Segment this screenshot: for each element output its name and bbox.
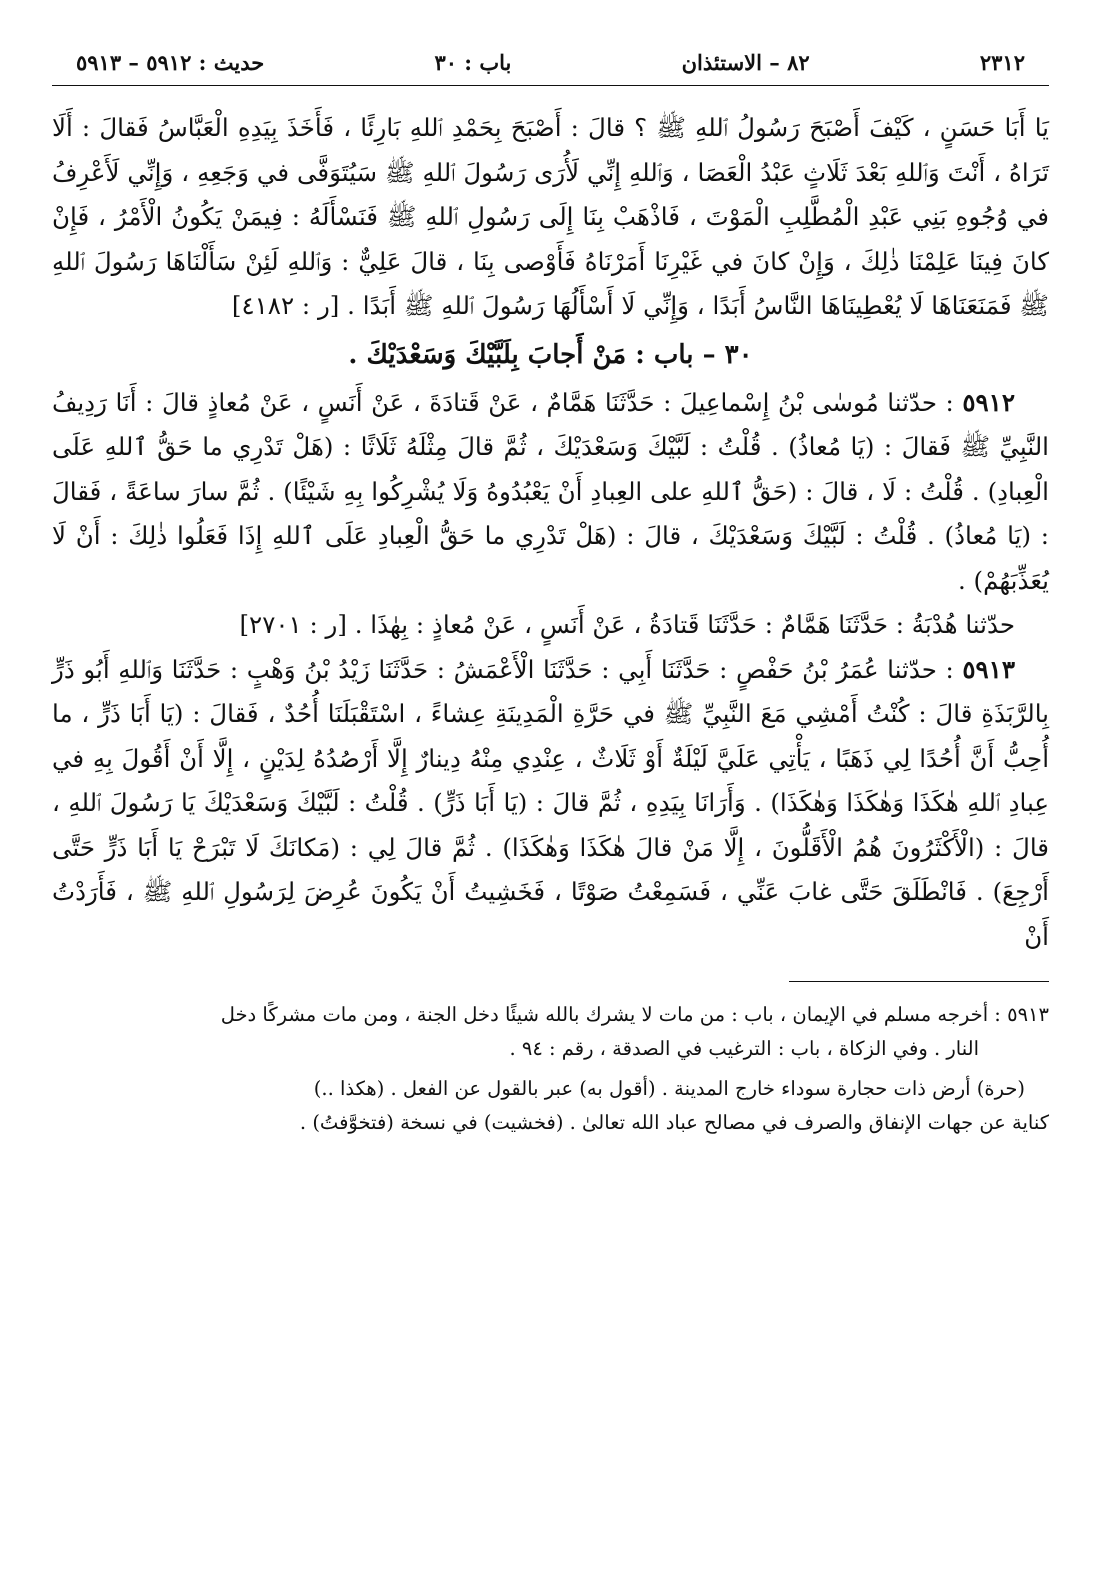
header-rule [52, 85, 1049, 86]
main-text [52, 106, 1049, 959]
page-number: ٢٣١٢ [979, 50, 1025, 75]
hadith-range: حديث : ٥٩١٢ – ٥٩١٣ [76, 50, 265, 75]
cross-reference: [ر : ٤١٨٢] [231, 291, 340, 320]
hadith-number: ٥٩١٢ [962, 387, 1015, 417]
hadith-text: : حدّثنا مُوسٰى بْنُ إِسْماعِيلَ : حَدَّثَنَا هَمَّامٌ ، عَنْ قَتادَةَ ، عَنْ أَنَسٍ ، عَنْ مُعاذٍ قالَ : أَنَا رَدِيفُ النَّبِيِّ ﷺ فَقالَ : (يَا مُعاذُ) . قُلْتُ : لَبَّيْكَ وَسَعْدَيْكَ ، ثُمَّ قالَ مِثْلَهُ ثَلَاثًا : (هَلْ تَدْرِي ما حَقُّ ٱللهِ عَلَى الْعِبادِ) . قُلْتُ : لَا ، قالَ : (حَقُّ ٱللهِ على العِبادِ أَنْ يَعْبُدُوهُ وَلَا يُشْرِكُوا بِهِ شَيْئًا) . ثُمَّ سارَ ساعَةً ، فَقالَ : (يَا مُعاذُ) . قُلْتُ : لَبَّيْكَ وَسَعْدَيْكَ ، قالَ : (هَلْ تَدْرِي ما حَقُّ الْعِبادِ عَلَى ٱللهِ إِذَا فَعَلُوا ذٰلِكَ : أَنْ لَا يُعَذِّبَهُمْ) . [52, 387, 1049, 595]
footnote-gloss-1: (حرة) أرض ذات حجارة سوداء خارج المدينة . (أقول به) عبر بالقول عن الفعل . (هكذا ..) [313, 1077, 1025, 1100]
footnote-takhrij-continued: النار . وفي الزكاة ، باب : الترغيب في الصدقة ، رقم : ٩٤ . [509, 1037, 979, 1060]
chain-text: حدّثنا هُدْبَةُ : حَدَّثَنَا هَمَّامٌ : حَدَّثَنَا قَتادَةُ ، عَنْ أَنَسٍ ، عَنْ مُعاذٍ : بِهٰذَا . [354, 610, 1015, 639]
hadith-text: : حدّثنا عُمَرُ بْنُ حَفْصٍ : حَدَّثَنَا أَبِي : حَدَّثَنَا الْأَعْمَشُ : حَدَّثَنَا زَيْدُ بْنُ وَهْبٍ : حَدَّثَنَا وَٱللهِ أَبُو ذَرٍّ بِالرَّبَذَةِ قالَ : كُنْتُ أَمْشِي مَعَ النَّبِيِّ ﷺ في حَرَّةِ الْمَدِينَةِ عِشاءً ، اسْتَقْبَلَنَا أُحُدٌ ، فَقالَ : (يَا أَبَا ذَرٍّ ، ما أُحِبُّ أَنَّ أُحُدًا لِي ذَهَبًا ، يَأْتِي عَلَيَّ لَيْلَةٌ أَوْ ثَلَاثٌ ، عِنْدِي مِنْهُ دِينارٌ إِلَّا أَرْصُدُهُ لِدَيْنٍ ، إِلَّا أَنْ أَقُولَ بِهِ في عِبادِ ٱللهِ هٰكَذَا وَهٰكَذَا وَهٰكَذَا) . وَأَرَانَا بِيَدِهِ ، ثُمَّ قالَ : (يَا أَبَا ذَرٍّ) . قُلْتُ : لَبَّيْكَ وَسَعْدَيْكَ يَا رَسُولَ ٱللهِ ، قالَ : (الْأَكْثَرُونَ هُمُ الْأَقَلُّونَ ، إِلَّا مَنْ قالَ هٰكَذَا وَهٰكَذَا) . ثُمَّ قالَ لِي : (مَكانَكَ لَا تَبْرَحْ يَا أَبَا ذَرٍّ حَتَّى أَرْجِعَ) . فَانْطَلَقَ حَتَّى غابَ عَنِّي ، فَسَمِعْتُ صَوْتًا ، فَخَشِيتُ أَنْ يَكُونَ عُرِضَ لِرَسُولِ ٱللهِ ﷺ ، فَأَرَدْتُ أَنْ [52, 654, 1049, 951]
hadith-5913 [52, 648, 1049, 960]
hadith-number: ٥٩١٣ [962, 654, 1015, 684]
footnote-rule [789, 981, 1049, 982]
cross-reference: [ر : ٢٧٠١] [239, 610, 347, 639]
footnotes [52, 998, 1049, 1140]
footnote-gloss-2: كناية عن جهات الإنفاق والصرف في مصالح عباد الله تعالىٰ . (فخشيت) في نسخة (فتخوَّفتُ) . [299, 1111, 1049, 1134]
footnote-takhrij: ٥٩١٣ : أخرجه مسلم في الإيمان ، باب : من مات لا يشرك بالله شيئًا دخل الجنة ، ومن مات مشركًا دخل [220, 1003, 1049, 1026]
running-header [52, 50, 1049, 85]
continuation-text: يَا أَبَا حَسَنٍ ، كَيْفَ أَصْبَحَ رَسُولُ ٱللهِ ﷺ ؟ قالَ : أَصْبَحَ بِحَمْدِ ٱللهِ بَارِئًا ، فَأَخَذَ بِيَدِهِ الْعَبَّاسُ فَقالَ : أَلَا تَرَاهُ ، أَنْتَ وَٱللهِ بَعْدَ ثَلَاثٍ عَبْدُ الْعَصَا ، وَٱللهِ إِنِّي لَأُرَى رَسُولَ ٱللهِ ﷺ سَيُتَوَفَّى في وَجَعِهِ ، وَإِنِّي لَأَعْرِفُ في وُجُوهِ بَنِي عَبْدِ الْمُطَّلِبِ الْمَوْتَ ، فَاذْهَبْ بِنَا إِلَى رَسُولِ ٱللهِ ﷺ فَنَسْأَلَهُ : فِيمَنْ يَكُونُ الْأَمْرُ ، فَإِنْ كانَ فِينَا عَلِمْنَا ذٰلِكَ ، وَإِنْ كانَ في غَيْرِنَا أَمَرْنَاهُ فَأَوْصى بِنَا ، قالَ عَلِيٌّ : وَٱللهِ لَئِنْ سَأَلْنَاهَا رَسُولَ ٱللهِ ﷺ فَمَنَعَنَاهَا لَا يُعْطِينَاهَا النَّاسُ أَبَدًا ، وَإِنِّي لَا أَسْأَلُهَا رَسُولَ ٱللهِ ﷺ أَبَدًا . [52, 113, 1049, 320]
hadith-5912-chain [52, 603, 1049, 648]
chapter-label: باب : ٣٠ [434, 50, 512, 75]
continuation-paragraph [52, 106, 1049, 329]
book-title: ٨٢ – الاستئذان [681, 50, 810, 75]
chapter-title: ٣٠ – باب : مَنْ أَجابَ بِلَبَّيْكَ وَسَعْدَيْكَ . [348, 339, 753, 370]
hadith-5912 [52, 381, 1049, 604]
footnote-separator [52, 959, 1049, 998]
